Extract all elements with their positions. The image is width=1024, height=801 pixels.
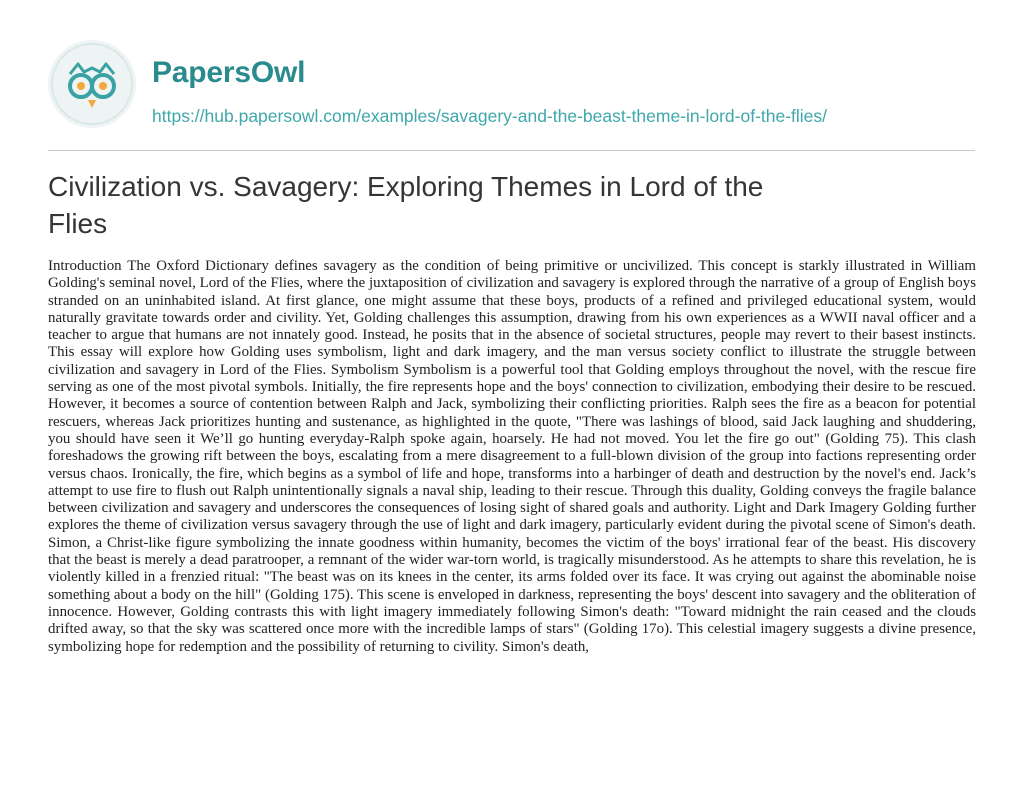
essay-title: Civilization vs. Savagery: Exploring Themes in Lord of the Flies xyxy=(48,171,764,239)
brand-name[interactable]: PapersOwl xyxy=(152,56,306,89)
header-divider xyxy=(48,150,975,151)
site-header xyxy=(48,28,978,138)
essay-body: Introduction The Oxford Dictionary defines savagery as the condition of being primitive or uncivilized. This concept is starkly illustrated in William Golding's seminal novel, Lord of the Flies, where the juxtaposition of civilization and savagery is explored through the narrative of a group of English boys stranded on an uninhabited island. At first glance, one might assume that these boys, products of a refined and privileged educational system, would naturally gravitate towards order and civility. Yet, Golding challenges this assumption, drawing from his own experiences as a WWII naval officer and a teacher to argue that humans are not innately good. Instead, he posits that in the absence of societal structures, people may revert to their basest instincts. This essay will explore how Golding uses symbolism, light and dark imagery, and the man versus society conflict to illustrate the struggle between civilization and savagery in Lord of the Flies. Symbolism Symbolism is a powerful tool that Golding employs throughout the novel, with the rescue fire serving as one of the most pivotal symbols. Initially, the fire represents hope and the boys' connection to civilization, embodying their desire to be rescued. However, it becomes a source of contention between Ralph and Jack, symbolizing their conflicting priorities. Ralph sees the fire as a beacon for potential rescuers, whereas Jack prioritizes hunting and sustenance, as highlighted in the quote, "There was lashings of blood, said Jack laughing and shuddering, you should have seen it We’ll go hunting everyday-Ralph spoke again, hoarsely. He had not moved. You let the fire go out" (Golding 75). This clash foreshadows the growing rift between the boys, escalating from a mere disagreement to a full-blown division of the group into factions representing order versus chaos. Ironically, the fire, which begins as a symbol of life and hope, transforms into a harbinger of death and destruction by the novel's end. Jack’s attempt to use fire to flush out Ralph unintentionally signals a naval ship, leading to their rescue. Through this duality, Golding conveys the fragile balance between civilization and savagery and underscores the consequences of losing sight of shared goals and authority. Light and Dark Imagery Golding further explores the theme of civilization versus savagery through the use of light and dark imagery, particularly evident during the pivotal scene of Simon's death. Simon, a Christ-like figure symbolizing the innate goodness within humanity, becomes the victim of the boys' irrational fear of the beast. His discovery that the beast is merely a dead paratrooper, a remnant of the wider war-torn world, is tragically misunderstood. As he attempts to share this revelation, he is violently killed in a frenzied ritual: "The beast was on its knees in the center, its arms folded over its face. It was crying out against the abominable noise something about a body on the hill" (Golding 175). This scene is enveloped in darkness, representing the boys' descent into savagery and the obliteration of innocence. However, Golding contrasts this with light imagery immediately following Simon's death: "Toward midnight the rain ceased and the clouds drifted away, so that the sky was scattered once more with the incredible lamps of stars" (Golding 17o). This celestial imagery suggests a divine presence, symbolizing hope for redemption and the possibility of returning to civility. Simon's death, xyxy=(48,258,976,655)
source-url-link[interactable]: https://hub.papersowl.com/examples/savagery-and-the-beast-theme-in-lord-of-the-flies/ xyxy=(152,106,828,126)
owl-logo-icon[interactable] xyxy=(48,40,136,128)
